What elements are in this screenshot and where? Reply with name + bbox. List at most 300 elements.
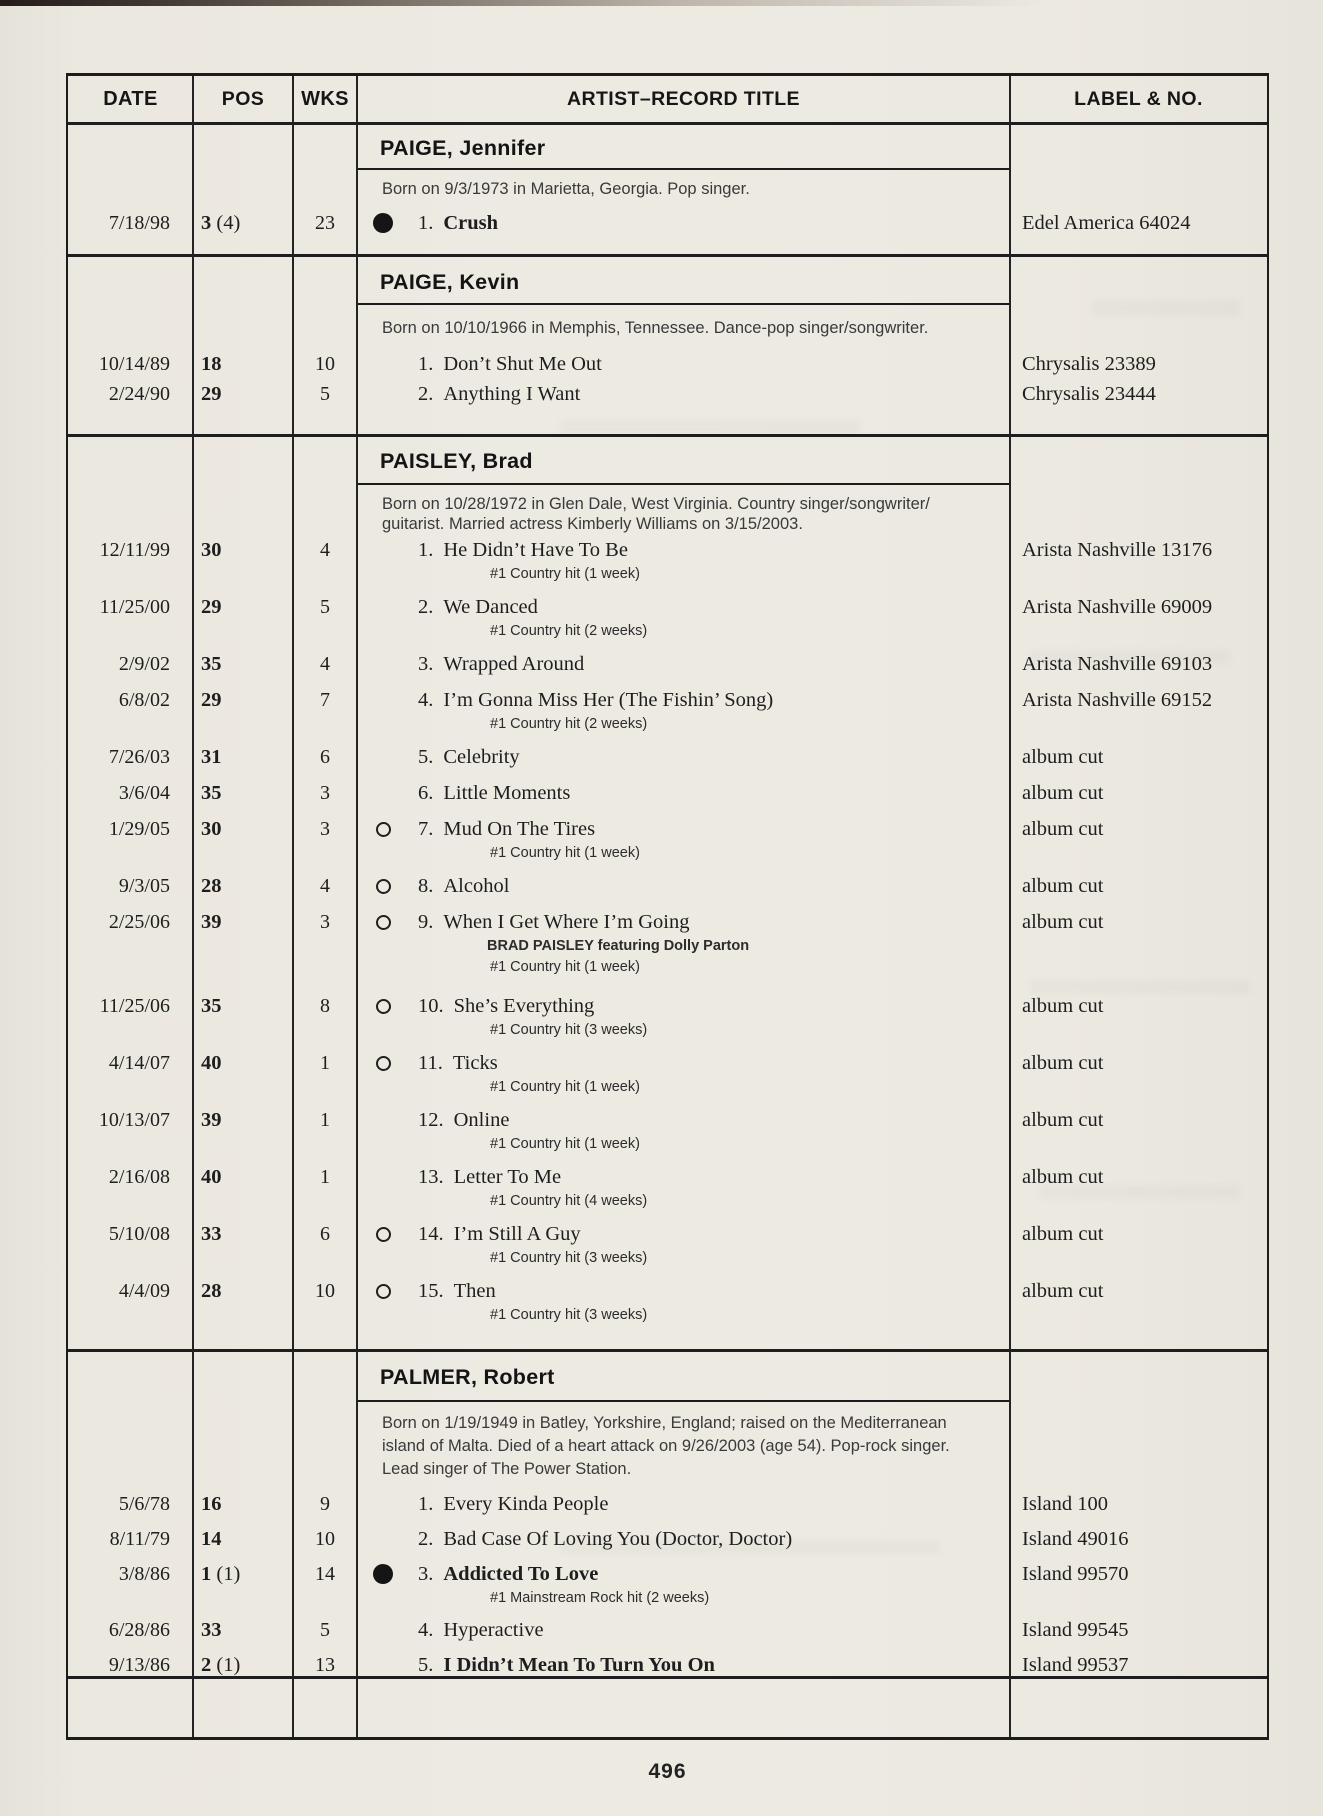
peak-position [193,911,293,933]
chart-note: #1 Mainstream Rock hit (2 weeks) [490,1590,710,1606]
chart-note: #1 Country hit (1 week) [490,1079,640,1095]
entry-number: 1. [418,1493,434,1515]
entry-title-cell [357,1109,1010,1131]
entry-number: 2. [418,596,434,618]
record-label: Edel America 64024 [1022,212,1191,234]
artist-bio-line: Born on 9/3/1973 in Marietta, Georgia. Pop singer. [382,180,750,198]
entry-title-cell [357,383,1010,405]
open-circle-icon [370,1227,396,1242]
entry-title-cell [357,353,1010,375]
peak-position [193,596,293,618]
entry-date: 6/8/02 [118,689,170,711]
peak-position [193,746,293,768]
weeks-charted: 5 [320,596,330,618]
record-label: album cut [1022,1052,1104,1074]
artist-section [68,257,1267,437]
peak-position-number: 14 [201,1528,222,1550]
song-title: He Didn’t Have To Be [443,539,628,561]
header-pos: POS [221,87,265,110]
column-divider [292,76,294,1737]
weeks-charted: 23 [315,212,335,234]
song-title: I’m Gonna Miss Her (The Fishin’ Song) [443,689,774,711]
record-label: album cut [1022,911,1104,933]
artist-bio-line: guitarist. Married actress Kimberly Williams on 3/15/2003. [382,515,803,533]
entry-number: 10. [418,995,444,1017]
chart-entry-row [68,911,1267,975]
column-divider [1009,76,1011,1737]
weeks-charted: 4 [320,539,330,561]
open-circle-icon [370,915,396,930]
chart-entry-row [68,1052,1267,1095]
entry-title-cell [357,746,1010,768]
chart-entry-row [68,1109,1267,1152]
entry-title-cell [357,1654,1010,1676]
entry-title-cell [357,1223,1010,1245]
chart-entry-row [68,875,1267,897]
peak-position [193,1619,293,1641]
header-wks: WKS [301,87,349,110]
entry-title-cell [357,782,1010,804]
peak-position-number: 40 [201,1166,222,1188]
entry-date: 7/18/98 [108,212,170,234]
entry-title-cell [357,875,1010,897]
entry-date: 11/25/00 [99,596,170,618]
record-label: album cut [1022,818,1104,840]
open-circle [376,822,391,837]
chart-entry-row [68,653,1267,675]
entries [68,1493,1267,1676]
peak-position-number: 35 [201,653,222,675]
entry-main-line [68,353,1267,375]
entry-number: 2. [418,383,434,405]
peak-position-number: 40 [201,1052,222,1074]
gold-record-dot [373,213,393,233]
peak-position [193,1223,293,1245]
peak-position-number: 3 [201,212,212,234]
entry-main-line [68,1493,1267,1515]
peak-position-number: 1 [201,1563,212,1585]
entry-date: 2/9/02 [118,653,170,675]
chart-entry-row [68,1223,1267,1266]
peak-position [193,1563,293,1585]
open-circle-icon [370,999,396,1014]
artist-bio [382,320,1008,337]
chart-entry-row [68,1619,1267,1641]
gold-record-dot [373,1564,393,1584]
record-label: Island 49016 [1022,1528,1129,1550]
chart-note: #1 Country hit (3 weeks) [490,1307,648,1323]
peak-position [193,1052,293,1074]
peak-position [193,539,293,561]
peak-position-number: 28 [201,875,222,897]
entry-date: 12/11/99 [99,539,170,561]
entry-main-line [68,1280,1267,1302]
entry-date: 3/6/04 [118,782,170,804]
peak-position [193,875,293,897]
peak-position [193,1166,293,1188]
artist-name: PAIGE, Jennifer [380,136,546,160]
entry-number: 2. [418,1528,434,1550]
entry-title-cell [357,539,1010,561]
chart-entry-row [68,1654,1267,1676]
peak-position [193,1654,293,1676]
chart-entry-row [68,1528,1267,1550]
song-title: Bad Case Of Loving You (Doctor, Doctor) [443,1528,793,1550]
artist-name-box [357,125,1010,170]
open-circle [376,879,391,894]
entry-number: 8. [418,875,434,897]
chart-entry-row [68,818,1267,861]
artist-credit: BRAD PAISLEY featuring Dolly Parton [487,938,750,954]
open-circle-icon [370,1284,396,1299]
entry-number: 13. [418,1166,444,1188]
scan-edge-artifact [0,0,1100,6]
open-circle [376,1056,391,1071]
entry-main-line [68,818,1267,840]
entry-date: 9/3/05 [118,875,170,897]
song-title: We Danced [443,596,538,618]
song-title: Wrapped Around [443,653,585,675]
entry-title-cell [357,653,1010,675]
entry-number: 3. [418,1563,434,1585]
artist-name-box [357,1352,1010,1402]
weeks-charted: 3 [320,911,330,933]
record-label: Island 99570 [1022,1563,1129,1585]
peak-position [193,1109,293,1131]
weeks-charted: 4 [320,653,330,675]
weeks-charted: 3 [320,818,330,840]
entry-date: 5/6/78 [118,1493,170,1515]
open-circle-icon [370,879,396,894]
weeks-charted: 10 [315,1528,335,1550]
entry-date: 3/8/86 [118,1563,170,1585]
song-title: When I Get Where I’m Going [443,911,690,933]
song-title: Crush [443,212,499,234]
song-title: Alcohol [443,875,510,897]
weeks-charted: 9 [320,1493,330,1515]
peak-position [193,1280,293,1302]
entry-main-line [68,1619,1267,1641]
entry-number: 7. [418,818,434,840]
entry-main-line [68,1223,1267,1245]
record-label: album cut [1022,1166,1104,1188]
artist-bio-line: island of Malta. Died of a heart attack on 9/26/2003 (age 54). Pop-rock singer. [382,1437,950,1455]
entry-title-cell [357,995,1010,1017]
column-divider [192,76,194,1737]
song-title: I’m Still A Guy [453,1223,581,1245]
open-circle-icon [370,1056,396,1071]
entry-number: 6. [418,782,434,804]
artist-name-box [357,437,1010,485]
peak-position [193,1493,293,1515]
entry-main-line [68,383,1267,405]
entry-title-cell [357,1619,1010,1641]
open-circle [376,999,391,1014]
peak-position-number: 30 [201,539,222,561]
chart-entry-row [68,995,1267,1038]
entry-main-line [68,689,1267,711]
weeks-charted: 7 [320,689,330,711]
header-artist: ARTIST–RECORD TITLE [567,87,800,110]
entry-main-line [68,596,1267,618]
entry-number: 1. [418,353,434,375]
weeks-charted: 8 [320,995,330,1017]
peak-position [193,212,293,234]
peak-position [193,353,293,375]
entry-date: 4/4/09 [118,1280,170,1302]
peak-position-number: 31 [201,746,222,768]
record-label: Chrysalis 23389 [1022,353,1156,375]
chart-note: #1 Country hit (1 week) [490,566,640,582]
chart-note: #1 Country hit (1 week) [490,845,640,861]
artist-name-box [357,257,1010,305]
entry-main-line [68,911,1267,933]
entry-title-cell [357,911,1010,933]
entry-main-line [68,995,1267,1017]
chart-entry-row [68,1166,1267,1209]
chart-entry-row [68,596,1267,639]
peak-position-number: 30 [201,818,222,840]
entry-number: 1. [418,212,434,234]
weeks-charted: 1 [320,1052,330,1074]
entry-main-line [68,1109,1267,1131]
weeks-charted: 5 [320,383,330,405]
weeks-charted: 13 [315,1654,335,1676]
chart-entry-row [68,1280,1267,1323]
entry-main-line [68,212,1267,234]
entry-title-cell [357,1280,1010,1302]
entry-main-line [68,1654,1267,1676]
song-title: Little Moments [443,782,571,804]
artist-name: PALMER, Robert [380,1365,555,1389]
entry-date: 10/13/07 [98,1109,170,1131]
chart-entry-row [68,746,1267,768]
artist-bio-line: Born on 1/19/1949 in Batley, Yorkshire, England; raised on the Mediterranean [382,1414,947,1432]
artist-bio-line: Lead singer of The Power Station. [382,1460,632,1478]
chart-entry-row [68,1563,1267,1606]
song-title: Letter To Me [453,1166,562,1188]
entry-number: 4. [418,689,434,711]
record-label: Arista Nashville 13176 [1022,539,1213,561]
entry-number: 3. [418,653,434,675]
peak-position-number: 29 [201,689,222,711]
artist-section [68,125,1267,257]
record-label: Island 99537 [1022,1654,1129,1676]
song-title: Don’t Shut Me Out [443,353,602,375]
peak-position-number: 2 [201,1654,212,1676]
record-label: album cut [1022,1109,1104,1131]
entry-main-line [68,539,1267,561]
peak-position-number: 18 [201,353,222,375]
artist-bio-line: Born on 10/28/1972 in Glen Dale, West Virginia. Country singer/songwriter/ [382,495,930,513]
peak-position-number: 39 [201,1109,222,1131]
weeks-charted: 10 [315,1280,335,1302]
entry-title-cell [357,689,1010,711]
peak-position [193,653,293,675]
page-number: 496 [648,1760,687,1783]
entry-number: 5. [418,1654,434,1676]
chart-entry-row [68,212,1267,234]
peak-position-number: 35 [201,782,222,804]
record-label: album cut [1022,995,1104,1017]
chart-entry-row [68,539,1267,582]
chart-note: #1 Country hit (3 weeks) [490,1250,648,1266]
peak-position-number: 39 [201,911,222,933]
artist-bio [382,1412,1008,1481]
peak-position-number: 35 [201,995,222,1017]
entry-date: 9/13/86 [108,1654,170,1676]
entry-date: 11/25/06 [99,995,170,1017]
entry-main-line [68,1052,1267,1074]
song-title: Anything I Want [443,383,581,405]
entries [68,212,1267,234]
weeks-charted: 6 [320,1223,330,1245]
song-title: Mud On The Tires [443,818,596,840]
chart-entry-row [68,353,1267,375]
chart-note: #1 Country hit (1 week) [490,1136,640,1152]
peak-position-number: 29 [201,383,222,405]
song-title: Ticks [452,1052,498,1074]
entry-date: 2/24/90 [108,383,170,405]
song-title: She’s Everything [453,995,595,1017]
header-label: LABEL & NO. [1074,87,1203,110]
weeks-charted: 14 [315,1563,335,1585]
entry-date: 8/11/79 [109,1528,170,1550]
peak-position [193,818,293,840]
peak-position [193,383,293,405]
entry-main-line [68,653,1267,675]
record-label: Chrysalis 23444 [1022,383,1156,405]
peak-position-number: 33 [201,1619,222,1641]
entry-title-cell [357,1563,1010,1585]
artist-name: PAIGE, Kevin [380,270,520,294]
peak-position [193,782,293,804]
entry-number: 14. [418,1223,444,1245]
artist-bio [382,180,1008,199]
entry-number: 11. [418,1052,443,1074]
open-circle [376,1227,391,1242]
weeks-at-peak: (1) [211,1563,241,1585]
weeks-charted: 4 [320,875,330,897]
peak-position [193,1528,293,1550]
song-title: Online [453,1109,510,1131]
artist-section [68,1352,1267,1679]
column-divider [356,76,358,1737]
song-title: I Didn’t Mean To Turn You On [443,1654,715,1676]
entry-title-cell [357,212,1010,234]
entry-date: 2/16/08 [108,1166,170,1188]
peak-position-number: 16 [201,1493,222,1515]
entry-main-line [68,1563,1267,1585]
record-label: album cut [1022,875,1104,897]
open-circle [376,915,391,930]
header-date: DATE [103,87,158,110]
open-circle-icon [370,822,396,837]
entry-main-line [68,1166,1267,1188]
weeks-at-peak: (4) [211,212,241,234]
entry-main-line [68,782,1267,804]
weeks-charted: 3 [320,782,330,804]
record-label: album cut [1022,1280,1104,1302]
entry-title-cell [357,1052,1010,1074]
peak-position [193,689,293,711]
entry-date: 2/25/06 [108,911,170,933]
entry-title-cell [357,596,1010,618]
record-label: album cut [1022,746,1104,768]
gold-record-icon [370,1564,396,1584]
weeks-charted: 1 [320,1166,330,1188]
artist-section [68,437,1267,1352]
weeks-charted: 10 [315,353,335,375]
entry-main-line [68,875,1267,897]
weeks-at-peak: (1) [211,1654,241,1676]
entry-title-cell [357,1493,1010,1515]
entry-date: 7/26/03 [108,746,170,768]
chart-table [66,73,1269,1740]
chart-note: #1 Country hit (4 weeks) [490,1193,648,1209]
song-title: Celebrity [443,746,520,768]
song-title: Then [453,1280,496,1302]
song-title: Hyperactive [443,1619,544,1641]
entry-number: 1. [418,539,434,561]
entry-number: 4. [418,1619,434,1641]
entry-title-cell [357,1528,1010,1550]
open-circle [376,1284,391,1299]
entry-main-line [68,746,1267,768]
gold-record-icon [370,213,396,233]
chart-entry-row [68,782,1267,804]
peak-position [193,995,293,1017]
entry-date: 5/10/08 [108,1223,170,1245]
entry-date: 10/14/89 [98,353,170,375]
entry-date: 6/28/86 [108,1619,170,1641]
record-label: Arista Nashville 69103 [1022,653,1213,675]
entry-number: 9. [418,911,434,933]
entry-number: 5. [418,746,434,768]
peak-position-number: 29 [201,596,222,618]
chart-note: #1 Country hit (1 week) [490,959,640,975]
weeks-charted: 5 [320,1619,330,1641]
artist-bio-line: Born on 10/10/1966 in Memphis, Tennessee. Dance-pop singer/songwriter. [382,319,929,337]
song-title: Every Kinda People [443,1493,609,1515]
entry-date: 4/14/07 [108,1052,170,1074]
song-title: Addicted To Love [443,1563,599,1585]
record-label: album cut [1022,782,1104,804]
chart-note: #1 Country hit (2 weeks) [490,623,648,639]
chart-note: #1 Country hit (2 weeks) [490,716,648,732]
entries [68,539,1267,1323]
chart-entry-row [68,1493,1267,1515]
chart-entry-row [68,383,1267,405]
entries [68,353,1267,405]
entry-title-cell [357,1166,1010,1188]
artist-name: PAISLEY, Brad [380,449,533,473]
chart-entry-row [68,689,1267,732]
entry-date: 1/29/05 [108,818,170,840]
record-label: Island 100 [1022,1493,1108,1515]
table-header [68,76,1267,125]
record-label: Island 99545 [1022,1619,1129,1641]
record-label: Arista Nashville 69152 [1022,689,1213,711]
entry-number: 12. [418,1109,444,1131]
record-label: Arista Nashville 69009 [1022,596,1213,618]
entry-title-cell [357,818,1010,840]
weeks-charted: 1 [320,1109,330,1131]
peak-position-number: 28 [201,1280,222,1302]
weeks-charted: 6 [320,746,330,768]
artist-bio [382,494,1008,534]
record-label: album cut [1022,1223,1104,1245]
